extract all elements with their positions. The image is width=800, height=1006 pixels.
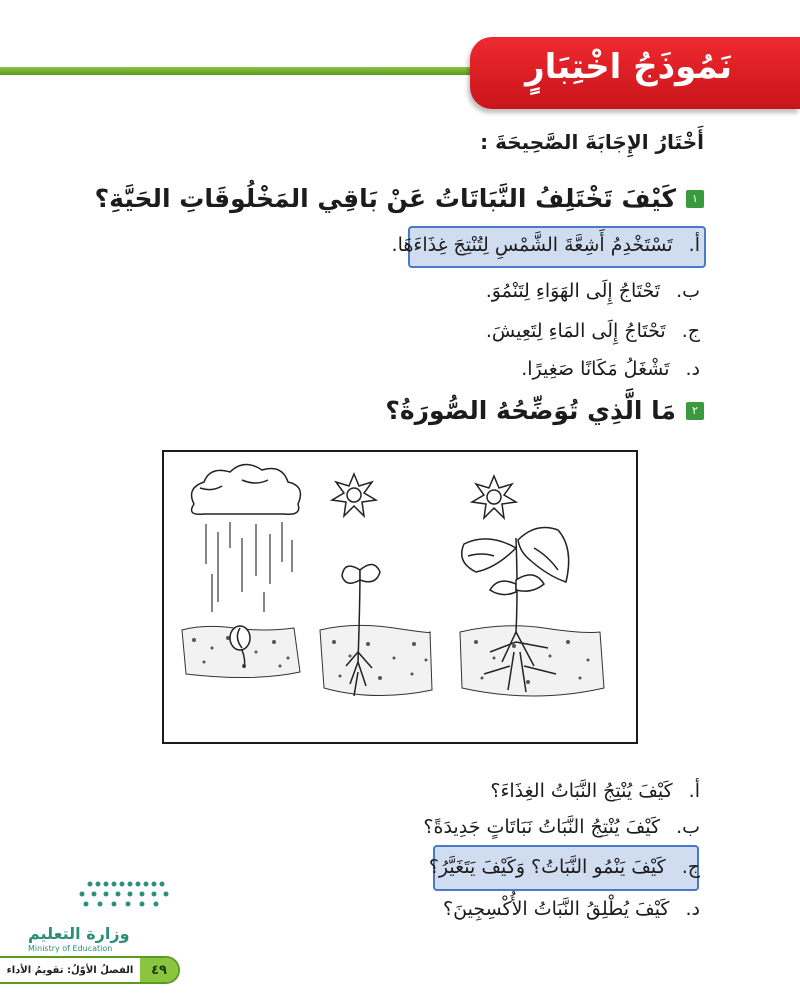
- option-letter: ب.: [676, 816, 700, 838]
- answer-option[interactable]: [486, 280, 700, 302]
- rain-cloud: [192, 464, 301, 514]
- option-text: تَحْتَاجُ إِلَى المَاءِ لِتَعِيشَ.: [485, 320, 666, 342]
- plant-growth-figure: [162, 450, 638, 744]
- option-letter: د.: [685, 358, 700, 380]
- question-text: كَيْفَ تَخْتَلِفُ النَّبَاتَاتُ عَنْ بَاقِي المَخْلُوقَاتِ الحَيَّةِ؟: [94, 184, 676, 213]
- answer-option[interactable]: [521, 358, 700, 380]
- option-letter: أ.: [688, 234, 700, 256]
- page-title: نَمُوذَجُ اخْتِبَارٍ: [525, 47, 732, 87]
- option-text: تَسْتَخْدِمُ أَشِعَّةَ الشَّمْسِ لِتُنْتِجَ غِذَاءَهَا.: [391, 234, 673, 256]
- page-number: ٤٩: [140, 958, 178, 982]
- rain-drops: [206, 522, 292, 612]
- question-1: [95, 184, 704, 213]
- header-green-line: [0, 67, 478, 75]
- answer-option[interactable]: [486, 320, 700, 342]
- option-text: كَيْفَ يَنْمُو النَّبَاتُ؟ وَكَيْفَ يَتَغَيَّرُ؟: [428, 856, 666, 878]
- chapter-label: الفصلُ الأوّلُ: تقويمُ الأداء: [6, 964, 134, 976]
- option-text: كَيْفَ يُنْتِجُ النَّبَاتُ الغِذَاءَ؟: [490, 780, 673, 802]
- answer-option[interactable]: [490, 780, 700, 802]
- question-number-badge: ١: [686, 190, 704, 208]
- option-text: كَيْفَ يُطْلِقُ النَّبَاتُ الأُكْسِجِينَ؟: [443, 898, 670, 920]
- option-letter: ج.: [681, 856, 700, 878]
- ministry-name-english: Ministry of Education: [28, 944, 113, 953]
- page-footer: [0, 956, 180, 984]
- header-banner: [470, 37, 800, 109]
- sun-icon: [332, 474, 376, 516]
- question-text: مَا الَّذِي تُوَضِّحُهُ الصُّورَةُ؟: [385, 396, 676, 425]
- option-text: تَحْتَاجُ إِلَى الهَوَاءِ لِتَنْمُوَ.: [485, 280, 661, 302]
- answer-option[interactable]: [443, 898, 700, 920]
- question-number-badge: ٢: [686, 402, 704, 420]
- option-letter: أ.: [688, 780, 700, 802]
- answer-option[interactable]: [429, 856, 700, 878]
- sun-icon: [472, 476, 516, 518]
- option-letter: ب.: [676, 280, 700, 302]
- option-text: تَشْغَلُ مَكَانًا صَغِيرًا.: [521, 358, 670, 380]
- answer-option[interactable]: [392, 234, 700, 256]
- option-letter: د.: [685, 898, 700, 920]
- option-text: كَيْفَ يُنْتِجُ النَّبَاتُ نَبَاتَاتٍ جَدِيدَةً؟: [423, 816, 661, 838]
- plant-growth-illustration: [164, 452, 636, 742]
- ministry-name-arabic: وزارة التعليم: [28, 924, 130, 943]
- option-letter: ج.: [681, 320, 700, 342]
- answer-option[interactable]: [423, 816, 700, 838]
- instruction: أَخْتَارُ الإِجَابَةَ الصَّحِيحَةَ :: [480, 130, 704, 154]
- question-2: [385, 396, 704, 425]
